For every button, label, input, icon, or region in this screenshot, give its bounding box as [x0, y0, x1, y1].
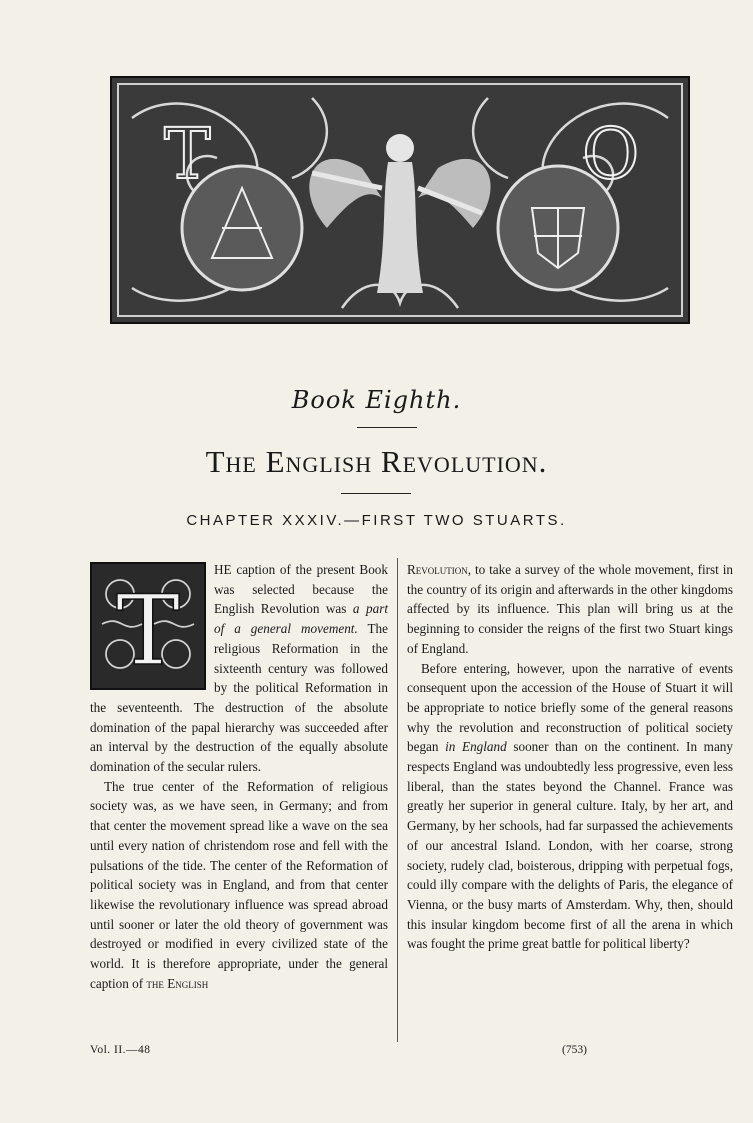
column-divider	[397, 558, 398, 1042]
title-rule-top	[357, 427, 417, 428]
right-p2-rest: sooner than on the continent. In many respects England was undoubtedly less progressive, even less liberal, than the states beyond the Channel. France was greatly her superior in general culture. Italy, by her art, and Germany, by her schools, had far surpassed the achievements of our ancestral Island. London, with her coarse, strong society, rudely clad, boisterous, dripping with perpetual fogs, could illy compare with the delights of Paris, the elegance of Vienna, or the busy marts of Amsterdam. Why, then, should this insular kingdom become first of all the arena in which was fought the prime great battle for political liberty?	[407, 739, 733, 952]
left-paragraph-2	[90, 777, 388, 994]
svg-text:T: T	[164, 113, 211, 195]
title-rule-bottom	[341, 493, 411, 494]
dropcap-letter: T	[115, 575, 181, 687]
engraved-header-illustration	[110, 76, 690, 324]
right-p1-caps: Revolution	[407, 562, 468, 577]
right-column	[407, 560, 733, 954]
left-p2-start: The true center of the Reformation of religious society was, as we have seen, in Germany; and from that center the movement spread like a wave on the sea until every nation of christendom rose and fell with the pulsations of the tide. The center of the Reformation of political society was in England, and from that center likewise the revolutionary influence was spread abroad until sooner or later the old theory of government was destroyed or modified in every civilized state of the world. It is therefore appropriate, under the general caption of	[90, 778, 388, 991]
left-p1-emphasis: a part of a general movement.	[214, 601, 388, 637]
right-p1-rest: , to take a survey of the whole movement, first in the country of its origin and afterwards in the other kingdoms affected by its influence. This plan will bring us at the beginning to consider the reigns of the first two Stuart kings of England.	[407, 562, 733, 656]
left-column	[90, 560, 388, 993]
left-p1-rest: The religious Reformation in the sixteenth century was followed by the political Reformation in the seventeenth. The destruction of the absolute domination of the papal hierarchy was succeeded after an interval by the destruction of the equally absolute domination of the secular rulers.	[90, 621, 389, 775]
left-p1-start: HE caption of the present Book was selected because the English Revolution was	[214, 562, 388, 617]
book-title: Book Eighth.	[291, 386, 462, 414]
svg-text:O: O	[582, 113, 640, 195]
chapter-main-title	[0, 444, 753, 480]
dropcap-illustration	[90, 562, 206, 690]
page-number: (753)	[562, 1044, 587, 1056]
main-title-text: The English Revolution.	[205, 444, 548, 479]
volume-signature: Vol. II.—48	[90, 1044, 151, 1056]
right-p2-emphasis: in England	[445, 739, 507, 755]
right-paragraph-1	[407, 560, 733, 659]
right-paragraph-2	[407, 659, 733, 955]
chapter-heading: CHAPTER XXXIV.—FIRST TWO STUARTS.	[186, 512, 567, 529]
right-p2-start: Before entering, however, upon the narrative of events consequent upon the accession of the House of Stuart it will be appropriate to notice briefly some of the general reasons why the revolution and reconstruction of political society began	[407, 660, 733, 755]
left-p2-caps: the English	[146, 975, 209, 991]
